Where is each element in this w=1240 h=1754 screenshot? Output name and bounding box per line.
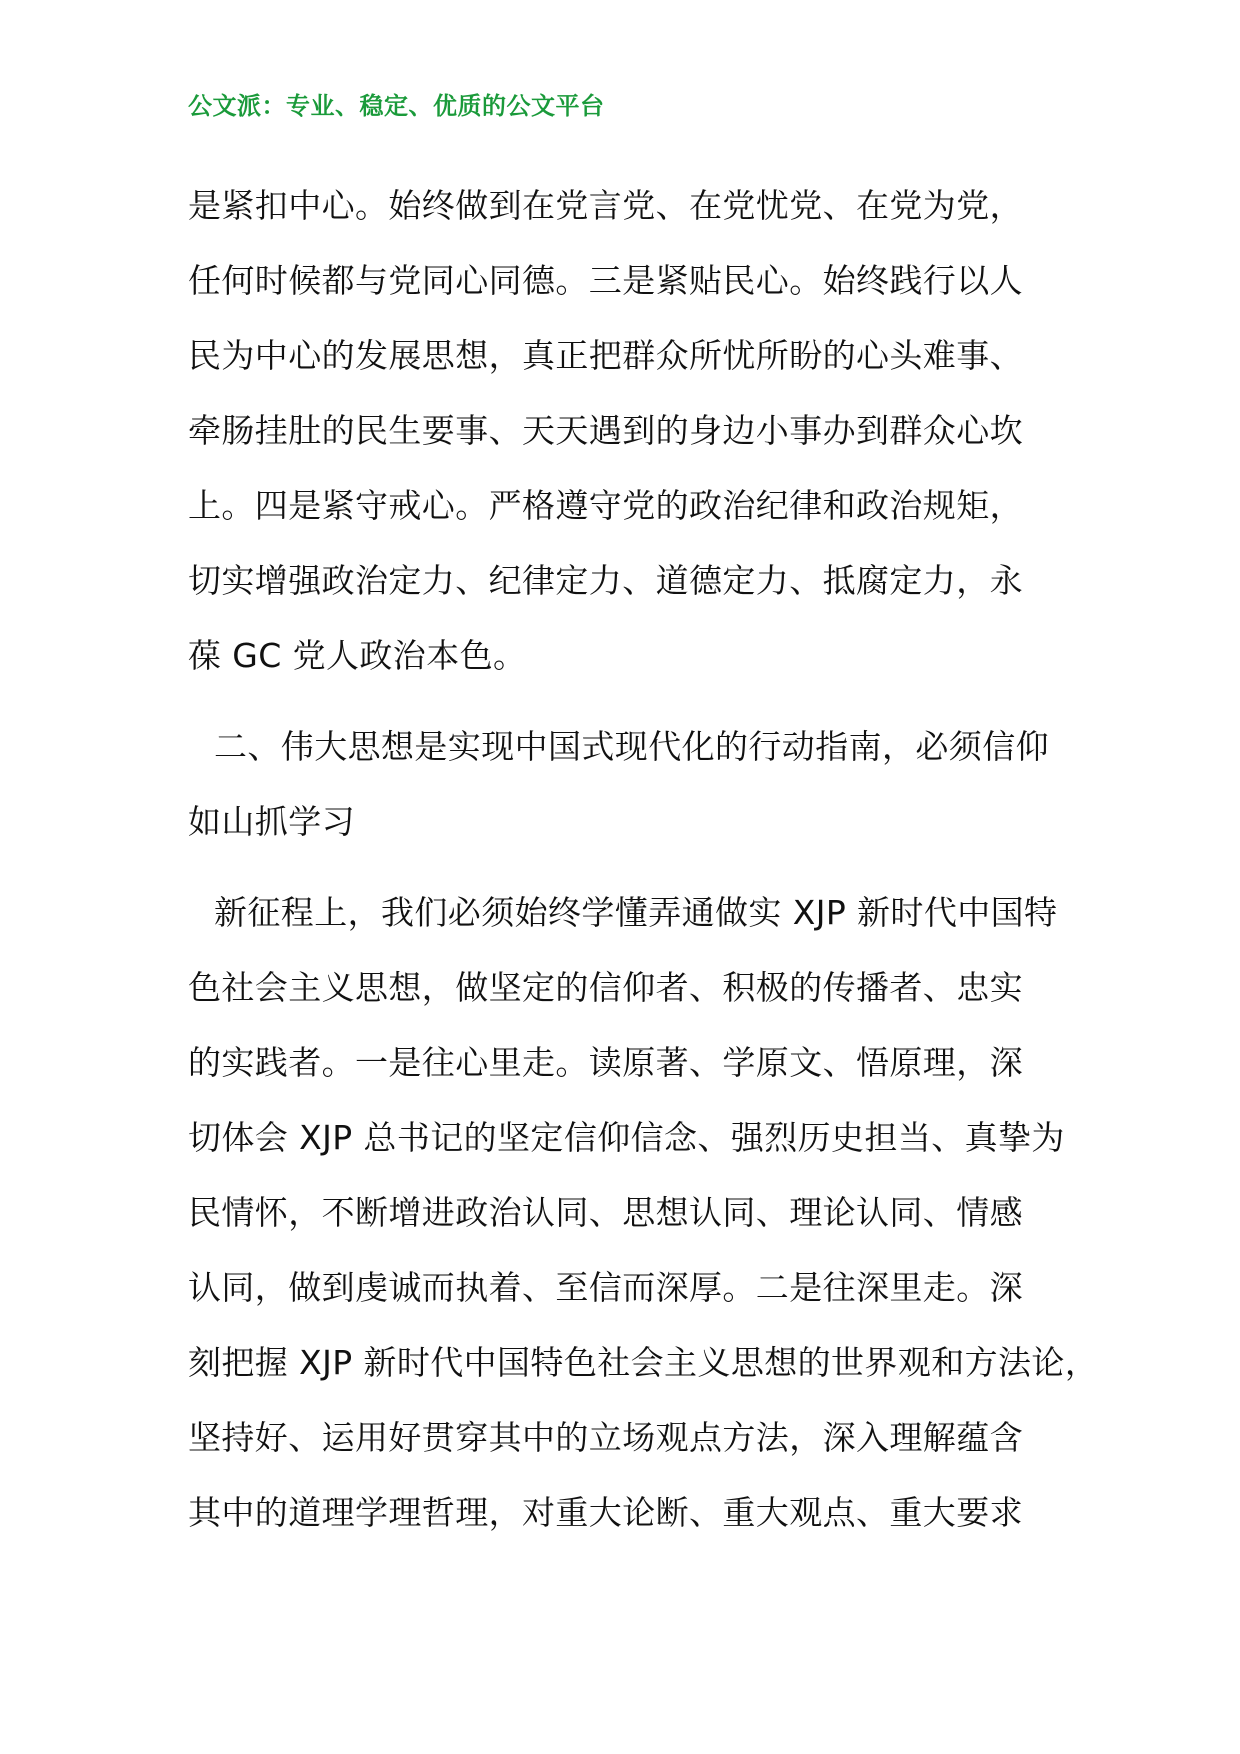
document-body: [188, 168, 1099, 1550]
paragraph: [188, 875, 1099, 1550]
text-line: 是紧扣中心。始终做到在党言党、在党忧党、在党为党，: [188, 186, 1023, 225]
text-line: 二、伟大思想是实现中国式现代化的行动指南，必须信仰: [214, 727, 1049, 766]
text-line: 其中的道理学理哲理，对重大论断、重大观点、重大要求: [188, 1493, 1023, 1532]
text-line: 坚持好、运用好贯穿其中的立场观点方法，深入理解蕴含: [188, 1418, 1023, 1457]
header-title: 公文派：专业、稳定、优质的公文平台: [188, 92, 605, 120]
section-heading: [188, 709, 1088, 859]
paragraph-gap: [188, 859, 1088, 875]
text-line: 牵肠挂肚的民生要事、天天遇到的身边小事办到群众心坎: [188, 411, 1023, 450]
text-line: 上。四是紧守戒心。严格遵守党的政治纪律和政治规矩，: [188, 486, 1023, 525]
text-line: 认同，做到虔诚而执着、至信而深厚。二是往深里走。深: [188, 1268, 1023, 1307]
text-line: 色社会主义思想，做坚定的信仰者、积极的传播者、忠实: [188, 968, 1023, 1007]
text-line: 任何时候都与党同心同德。三是紧贴民心。始终践行以人: [188, 261, 1023, 300]
text-line: 切实增强政治定力、纪律定力、道德定力、抵腐定力，永: [188, 561, 1023, 600]
paragraph-gap: [188, 693, 1088, 709]
text-line: 切体会 XJP 总书记的坚定信仰信念、强烈历史担当、真挚为: [188, 1118, 1065, 1157]
paragraph: [188, 168, 1088, 693]
text-line: 民情怀，不断增进政治认同、思想认同、理论认同、情感: [188, 1193, 1023, 1232]
text-line: 葆 GC 党人政治本色。: [188, 636, 527, 675]
text-line: 如山抓学习: [188, 802, 355, 841]
text-line: 的实践者。一是往心里走。读原著、学原文、悟原理，深: [188, 1043, 1023, 1082]
text-line: 刻把握 XJP 新时代中国特色社会主义思想的世界观和方法论，: [188, 1343, 1099, 1382]
text-line: 民为中心的发展思想，真正把群众所忧所盼的心头难事、: [188, 336, 1023, 375]
text-line: 新征程上，我们必须始终学懂弄通做实 XJP 新时代中国特: [214, 893, 1058, 932]
